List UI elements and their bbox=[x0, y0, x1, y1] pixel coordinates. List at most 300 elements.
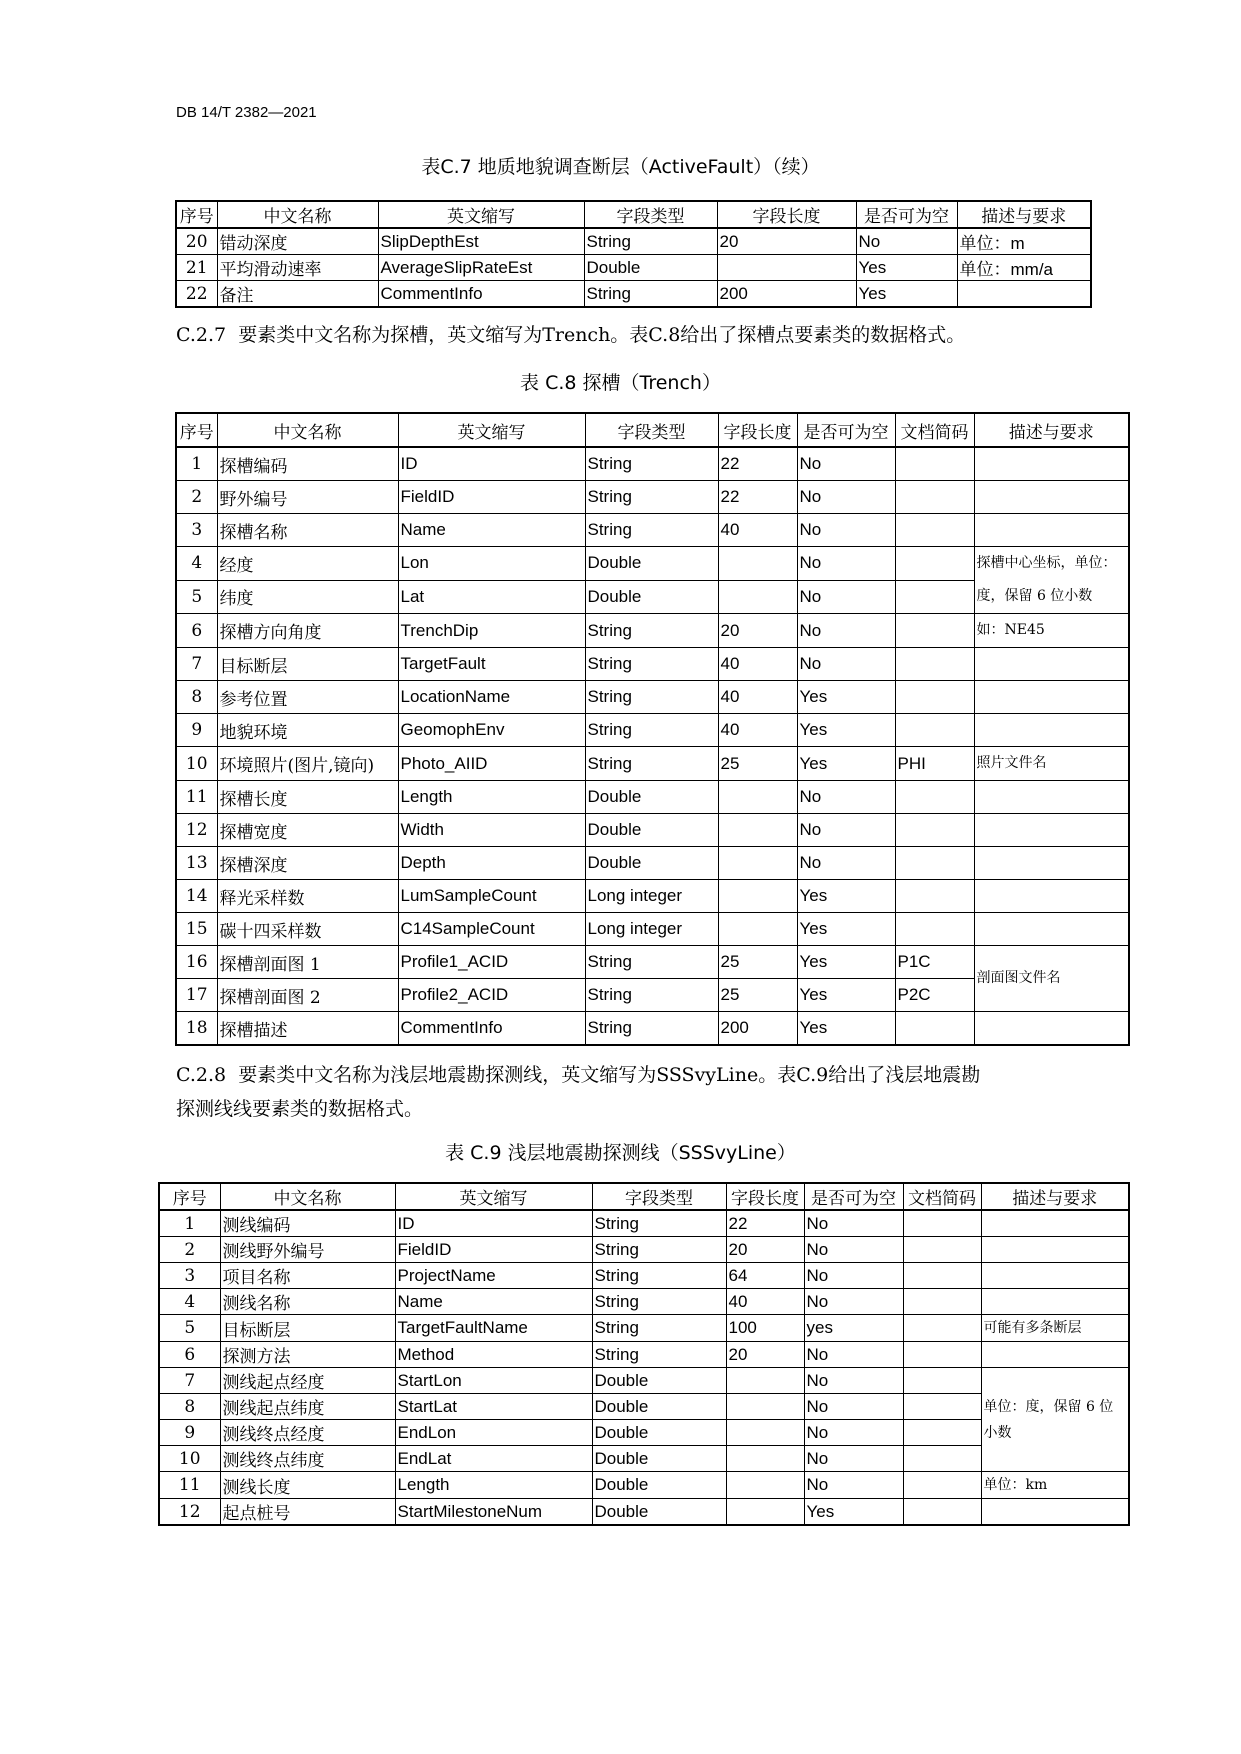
table-cell: 40 bbox=[718, 514, 797, 547]
table-cell: Double bbox=[592, 1499, 726, 1526]
table-cell: Double bbox=[584, 255, 717, 281]
table-cell bbox=[903, 1394, 981, 1420]
header-cell: 字段类型 bbox=[584, 201, 717, 228]
table-cell bbox=[903, 1263, 981, 1289]
table-cell: 探槽深度 bbox=[217, 847, 398, 880]
row-number: 11 bbox=[176, 781, 217, 814]
row-number: 22 bbox=[176, 281, 217, 308]
header-cell: 文档简码 bbox=[903, 1183, 981, 1210]
row-number: 6 bbox=[159, 1342, 220, 1368]
table-cell: C14SampleCount bbox=[398, 913, 585, 946]
table-cell: No bbox=[797, 481, 895, 514]
table-header-row bbox=[176, 413, 1129, 447]
description-cell: 照片文件名 bbox=[974, 747, 1129, 781]
table-cell: No bbox=[804, 1289, 903, 1315]
table-row bbox=[176, 255, 1091, 281]
table-row bbox=[176, 547, 1129, 581]
table-row bbox=[176, 648, 1129, 681]
description-cell bbox=[981, 1263, 1129, 1289]
table-c7-caption: 表C.7 地质地貌调查断层（ActiveFault）（续） bbox=[421, 156, 820, 178]
table-cell bbox=[903, 1342, 981, 1368]
header-cell: 英文缩写 bbox=[378, 201, 584, 228]
table-cell bbox=[726, 1394, 804, 1420]
table-cell: Yes bbox=[797, 1012, 895, 1046]
table-row bbox=[176, 681, 1129, 714]
table-cell: No bbox=[804, 1420, 903, 1446]
table-cell: Double bbox=[585, 547, 718, 581]
table-cell: LocationName bbox=[398, 681, 585, 714]
table-cell: No bbox=[797, 547, 895, 581]
table-cell: TargetFaultName bbox=[395, 1315, 592, 1342]
table-cell: 经度 bbox=[217, 547, 398, 581]
table-cell: Photo_AIID bbox=[398, 747, 585, 781]
table-cell bbox=[718, 781, 797, 814]
table-cell: String bbox=[585, 614, 718, 648]
table-cell bbox=[718, 814, 797, 847]
table-cell: String bbox=[584, 281, 717, 308]
table-cell: 探槽长度 bbox=[217, 781, 398, 814]
table-cell: 测线起点纬度 bbox=[220, 1394, 395, 1420]
table-cell bbox=[895, 847, 974, 880]
table-cell bbox=[895, 714, 974, 747]
table-cell: Length bbox=[395, 1472, 592, 1499]
description-cell bbox=[974, 447, 1129, 481]
description-cell bbox=[974, 681, 1129, 714]
table-row bbox=[176, 714, 1129, 747]
table-cell: String bbox=[585, 979, 718, 1012]
row-number: 1 bbox=[176, 447, 217, 481]
description-cell bbox=[974, 847, 1129, 880]
table-cell: String bbox=[585, 681, 718, 714]
description-cell bbox=[974, 714, 1129, 747]
table-cell: FieldID bbox=[395, 1237, 592, 1263]
table-cell bbox=[718, 880, 797, 913]
table-cell: No bbox=[797, 447, 895, 481]
table-c8 bbox=[175, 412, 1130, 1046]
table-cell: Yes bbox=[797, 913, 895, 946]
header-cell: 中文名称 bbox=[220, 1183, 395, 1210]
table-cell: Long integer bbox=[585, 913, 718, 946]
header-cell: 英文缩写 bbox=[395, 1183, 592, 1210]
table-cell bbox=[895, 580, 974, 614]
table-cell: 参考位置 bbox=[217, 681, 398, 714]
table-row bbox=[159, 1342, 1129, 1368]
table-cell: 测线长度 bbox=[220, 1472, 395, 1499]
table-row bbox=[159, 1289, 1129, 1315]
table-cell: 20 bbox=[726, 1237, 804, 1263]
header-cell: 是否可为空 bbox=[856, 201, 957, 228]
table-cell: 环境照片(图片,镜向) bbox=[217, 747, 398, 781]
header-cell: 英文缩写 bbox=[398, 413, 585, 447]
table-cell: 单位：mm/a bbox=[957, 255, 1091, 281]
table-row bbox=[176, 880, 1129, 913]
table-cell: 40 bbox=[718, 681, 797, 714]
table-cell: Double bbox=[585, 781, 718, 814]
row-number: 8 bbox=[176, 681, 217, 714]
description-cell bbox=[981, 1210, 1129, 1237]
table-cell: String bbox=[585, 747, 718, 781]
row-number: 5 bbox=[176, 580, 217, 614]
table-cell: Yes bbox=[804, 1499, 903, 1526]
description-cell: 剖面图文件名 bbox=[974, 946, 1129, 1012]
table-cell: 64 bbox=[726, 1263, 804, 1289]
table-cell: 测线终点纬度 bbox=[220, 1446, 395, 1472]
table-cell: String bbox=[584, 228, 717, 255]
table-cell bbox=[895, 547, 974, 581]
table-cell: SlipDepthEst bbox=[378, 228, 584, 255]
table-cell: 探槽剖面图 2 bbox=[217, 979, 398, 1012]
header-cell: 是否可为空 bbox=[797, 413, 895, 447]
table-cell: No bbox=[797, 847, 895, 880]
header-cell: 是否可为空 bbox=[804, 1183, 903, 1210]
row-number: 20 bbox=[176, 228, 217, 255]
description-cell bbox=[981, 1499, 1129, 1526]
table-cell: Yes bbox=[856, 255, 957, 281]
table-cell: 地貌环境 bbox=[217, 714, 398, 747]
table-cell: No bbox=[804, 1263, 903, 1289]
table-cell: TrenchDip bbox=[398, 614, 585, 648]
table-cell: No bbox=[804, 1342, 903, 1368]
row-number: 13 bbox=[176, 847, 217, 880]
table-cell: String bbox=[585, 514, 718, 547]
header-cell: 序号 bbox=[176, 201, 217, 228]
table-cell bbox=[726, 1499, 804, 1526]
row-number: 11 bbox=[159, 1472, 220, 1499]
table-cell: Double bbox=[592, 1446, 726, 1472]
table-cell: StartLat bbox=[395, 1394, 592, 1420]
table-cell: CommentInfo bbox=[378, 281, 584, 308]
row-number: 15 bbox=[176, 913, 217, 946]
description-cell bbox=[981, 1289, 1129, 1315]
table-cell: 探槽名称 bbox=[217, 514, 398, 547]
table-cell bbox=[895, 1012, 974, 1046]
table-cell: 100 bbox=[726, 1315, 804, 1342]
description-cell: 如：NE45 bbox=[974, 614, 1129, 648]
table-cell: Depth bbox=[398, 847, 585, 880]
table-cell: 项目名称 bbox=[220, 1263, 395, 1289]
table-cell: String bbox=[585, 714, 718, 747]
description-cell: 单位：km bbox=[981, 1472, 1129, 1499]
header-cell: 字段长度 bbox=[717, 201, 856, 228]
table-cell: String bbox=[585, 447, 718, 481]
description-cell bbox=[974, 481, 1129, 514]
table-c9 bbox=[158, 1182, 1130, 1526]
table-row bbox=[159, 1237, 1129, 1263]
row-number: 9 bbox=[176, 714, 217, 747]
table-cell bbox=[903, 1446, 981, 1472]
table-row bbox=[159, 1499, 1129, 1526]
table-cell: FieldID bbox=[398, 481, 585, 514]
table-cell bbox=[895, 648, 974, 681]
row-number: 7 bbox=[159, 1368, 220, 1394]
table-cell: Double bbox=[592, 1420, 726, 1446]
table-cell: 20 bbox=[726, 1342, 804, 1368]
table-cell: P1C bbox=[895, 946, 974, 979]
table-cell: Lon bbox=[398, 547, 585, 581]
table-cell: 探测方法 bbox=[220, 1342, 395, 1368]
header-cell: 文档简码 bbox=[895, 413, 974, 447]
table-cell: 25 bbox=[718, 747, 797, 781]
table-cell bbox=[895, 880, 974, 913]
table-cell bbox=[895, 614, 974, 648]
table-cell: 22 bbox=[718, 481, 797, 514]
row-number: 6 bbox=[176, 614, 217, 648]
table-cell bbox=[903, 1420, 981, 1446]
description-cell bbox=[981, 1237, 1129, 1263]
table-cell: 单位：m bbox=[957, 228, 1091, 255]
table-cell: CommentInfo bbox=[398, 1012, 585, 1046]
table-cell: ProjectName bbox=[395, 1263, 592, 1289]
description-cell bbox=[974, 1012, 1129, 1046]
row-number: 7 bbox=[176, 648, 217, 681]
table-cell bbox=[957, 281, 1091, 308]
table-cell bbox=[726, 1472, 804, 1499]
table-row bbox=[159, 1368, 1129, 1394]
table-cell: Profile1_ACID bbox=[398, 946, 585, 979]
header-cell: 字段长度 bbox=[726, 1183, 804, 1210]
table-cell: 200 bbox=[717, 281, 856, 308]
table-cell: 释光采样数 bbox=[217, 880, 398, 913]
row-number: 18 bbox=[176, 1012, 217, 1046]
table-row bbox=[176, 1012, 1129, 1046]
header-cell: 描述与要求 bbox=[957, 201, 1091, 228]
row-number: 12 bbox=[176, 814, 217, 847]
row-number: 3 bbox=[159, 1263, 220, 1289]
table-cell bbox=[903, 1315, 981, 1342]
table-cell: 探槽宽度 bbox=[217, 814, 398, 847]
table-cell: No bbox=[797, 580, 895, 614]
table-cell: ID bbox=[395, 1210, 592, 1237]
table-cell: Long integer bbox=[585, 880, 718, 913]
table-cell: Profile2_ACID bbox=[398, 979, 585, 1012]
header-cell: 字段长度 bbox=[718, 413, 797, 447]
table-cell: 平均滑动速率 bbox=[217, 255, 378, 281]
table-cell bbox=[895, 481, 974, 514]
description-cell bbox=[974, 514, 1129, 547]
row-number: 17 bbox=[176, 979, 217, 1012]
row-number: 12 bbox=[159, 1499, 220, 1526]
table-row bbox=[159, 1472, 1129, 1499]
table-cell: 目标断层 bbox=[217, 648, 398, 681]
table-cell bbox=[726, 1420, 804, 1446]
table-cell: String bbox=[592, 1210, 726, 1237]
table-cell: 纬度 bbox=[217, 580, 398, 614]
table-cell bbox=[726, 1368, 804, 1394]
table-c8-caption: 表 C.8 探槽（Trench） bbox=[520, 372, 721, 394]
table-cell: No bbox=[804, 1210, 903, 1237]
description-cell bbox=[974, 648, 1129, 681]
table-cell bbox=[903, 1472, 981, 1499]
description-cell bbox=[974, 913, 1129, 946]
table-cell bbox=[895, 681, 974, 714]
table-cell: StartLon bbox=[395, 1368, 592, 1394]
table-row bbox=[176, 228, 1091, 255]
description-cell: 探槽中心坐标，单位：度，保留 6 位小数 bbox=[974, 547, 1129, 614]
table-c9-caption: 表 C.9 浅层地震勘探测线（SSSvyLine） bbox=[445, 1142, 796, 1164]
table-cell: 测线起点经度 bbox=[220, 1368, 395, 1394]
table-row bbox=[176, 946, 1129, 979]
table-cell: 200 bbox=[718, 1012, 797, 1046]
table-cell: 野外编号 bbox=[217, 481, 398, 514]
description-cell bbox=[974, 880, 1129, 913]
table-cell: String bbox=[592, 1237, 726, 1263]
table-cell bbox=[717, 255, 856, 281]
table-cell: Yes bbox=[856, 281, 957, 308]
table-cell: ID bbox=[398, 447, 585, 481]
row-number: 4 bbox=[176, 547, 217, 581]
table-cell: 20 bbox=[717, 228, 856, 255]
table-cell: AverageSlipRateEst bbox=[378, 255, 584, 281]
table-row bbox=[176, 514, 1129, 547]
row-number: 2 bbox=[159, 1237, 220, 1263]
header-cell: 序号 bbox=[176, 413, 217, 447]
header-cell: 描述与要求 bbox=[981, 1183, 1129, 1210]
table-cell: Name bbox=[398, 514, 585, 547]
table-cell: 25 bbox=[718, 979, 797, 1012]
row-number: 21 bbox=[176, 255, 217, 281]
row-number: 16 bbox=[176, 946, 217, 979]
table-cell: PHI bbox=[895, 747, 974, 781]
table-cell: 25 bbox=[718, 946, 797, 979]
table-row bbox=[159, 1263, 1129, 1289]
table-cell bbox=[718, 547, 797, 581]
description-cell: 可能有多条断层 bbox=[981, 1315, 1129, 1342]
table-cell: Length bbox=[398, 781, 585, 814]
table-cell: String bbox=[592, 1263, 726, 1289]
row-number: 4 bbox=[159, 1289, 220, 1315]
table-cell: 测线编码 bbox=[220, 1210, 395, 1237]
row-number: 14 bbox=[176, 880, 217, 913]
table-cell: 测线野外编号 bbox=[220, 1237, 395, 1263]
table-cell: Yes bbox=[797, 880, 895, 913]
table-row bbox=[176, 447, 1129, 481]
table-cell: Yes bbox=[797, 714, 895, 747]
table-cell: 目标断层 bbox=[220, 1315, 395, 1342]
table-row bbox=[176, 747, 1129, 781]
row-number: 3 bbox=[176, 514, 217, 547]
table-cell: No bbox=[797, 781, 895, 814]
header-cell: 中文名称 bbox=[217, 201, 378, 228]
table-row bbox=[176, 847, 1129, 880]
table-cell bbox=[726, 1446, 804, 1472]
table-cell bbox=[718, 847, 797, 880]
table-row bbox=[176, 781, 1129, 814]
table-cell: String bbox=[592, 1342, 726, 1368]
table-cell: LumSampleCount bbox=[398, 880, 585, 913]
table-cell bbox=[895, 814, 974, 847]
table-cell: Double bbox=[592, 1368, 726, 1394]
description-cell bbox=[974, 781, 1129, 814]
table-cell: 40 bbox=[718, 648, 797, 681]
table-cell bbox=[903, 1499, 981, 1526]
table-cell: No bbox=[797, 814, 895, 847]
row-number: 9 bbox=[159, 1420, 220, 1446]
table-cell: No bbox=[797, 648, 895, 681]
header-cell: 字段类型 bbox=[585, 413, 718, 447]
table-cell: 探槽方向角度 bbox=[217, 614, 398, 648]
table-cell: No bbox=[804, 1394, 903, 1420]
table-cell: String bbox=[592, 1289, 726, 1315]
table-cell: yes bbox=[804, 1315, 903, 1342]
table-cell bbox=[903, 1289, 981, 1315]
table-cell: 碳十四采样数 bbox=[217, 913, 398, 946]
table-cell: String bbox=[592, 1315, 726, 1342]
document-header: DB 14/T 2382—2021 bbox=[176, 104, 317, 121]
row-number: 1 bbox=[159, 1210, 220, 1237]
table-cell bbox=[903, 1237, 981, 1263]
row-number: 5 bbox=[159, 1315, 220, 1342]
table-cell: GeomophEnv bbox=[398, 714, 585, 747]
table-cell: 测线名称 bbox=[220, 1289, 395, 1315]
table-cell: 起点桩号 bbox=[220, 1499, 395, 1526]
table-cell: 测线终点经度 bbox=[220, 1420, 395, 1446]
table-cell: 探槽描述 bbox=[217, 1012, 398, 1046]
table-cell: String bbox=[585, 946, 718, 979]
table-cell: 探槽剖面图 1 bbox=[217, 946, 398, 979]
table-cell: No bbox=[856, 228, 957, 255]
table-cell: 探槽编码 bbox=[217, 447, 398, 481]
table-cell bbox=[903, 1368, 981, 1394]
table-cell: No bbox=[804, 1446, 903, 1472]
description-cell bbox=[974, 814, 1129, 847]
table-cell: TargetFault bbox=[398, 648, 585, 681]
header-cell: 中文名称 bbox=[217, 413, 398, 447]
table-cell bbox=[895, 514, 974, 547]
description-cell: 单位：度，保留 6 位小数 bbox=[981, 1368, 1129, 1472]
table-cell bbox=[718, 913, 797, 946]
table-cell bbox=[718, 580, 797, 614]
table-cell: 22 bbox=[718, 447, 797, 481]
row-number: 10 bbox=[159, 1446, 220, 1472]
table-cell: Double bbox=[592, 1394, 726, 1420]
header-cell: 描述与要求 bbox=[974, 413, 1129, 447]
clause-c28: C.2.8 要素类中文名称为浅层地震勘探测线，英文缩写为SSSvyLine。表C.9给出了浅层地震勘 探测线线要素类的数据格式。 bbox=[176, 1064, 981, 1120]
description-cell bbox=[981, 1342, 1129, 1368]
table-cell: Yes bbox=[797, 747, 895, 781]
table-cell: 备注 bbox=[217, 281, 378, 308]
table-cell: Yes bbox=[797, 979, 895, 1012]
table-cell: EndLat bbox=[395, 1446, 592, 1472]
table-cell: 20 bbox=[718, 614, 797, 648]
table-row bbox=[176, 913, 1129, 946]
table-row bbox=[176, 614, 1129, 648]
table-cell: Double bbox=[585, 814, 718, 847]
table-cell: Lat bbox=[398, 580, 585, 614]
table-cell: StartMilestoneNum bbox=[395, 1499, 592, 1526]
table-cell: No bbox=[797, 614, 895, 648]
table-cell: EndLon bbox=[395, 1420, 592, 1446]
table-cell bbox=[895, 447, 974, 481]
row-number: 2 bbox=[176, 481, 217, 514]
table-header-row bbox=[176, 201, 1091, 228]
table-cell: P2C bbox=[895, 979, 974, 1012]
table-row bbox=[159, 1315, 1129, 1342]
table-cell: 错动深度 bbox=[217, 228, 378, 255]
table-cell: 22 bbox=[726, 1210, 804, 1237]
table-cell: Name bbox=[395, 1289, 592, 1315]
table-cell: No bbox=[797, 514, 895, 547]
row-number: 8 bbox=[159, 1394, 220, 1420]
table-cell: No bbox=[804, 1472, 903, 1499]
table-row bbox=[176, 281, 1091, 308]
table-cell: Double bbox=[592, 1472, 726, 1499]
table-cell bbox=[895, 781, 974, 814]
table-cell: Double bbox=[585, 847, 718, 880]
table-cell: Double bbox=[585, 580, 718, 614]
table-cell: String bbox=[585, 648, 718, 681]
table-cell bbox=[895, 913, 974, 946]
table-cell: No bbox=[804, 1368, 903, 1394]
